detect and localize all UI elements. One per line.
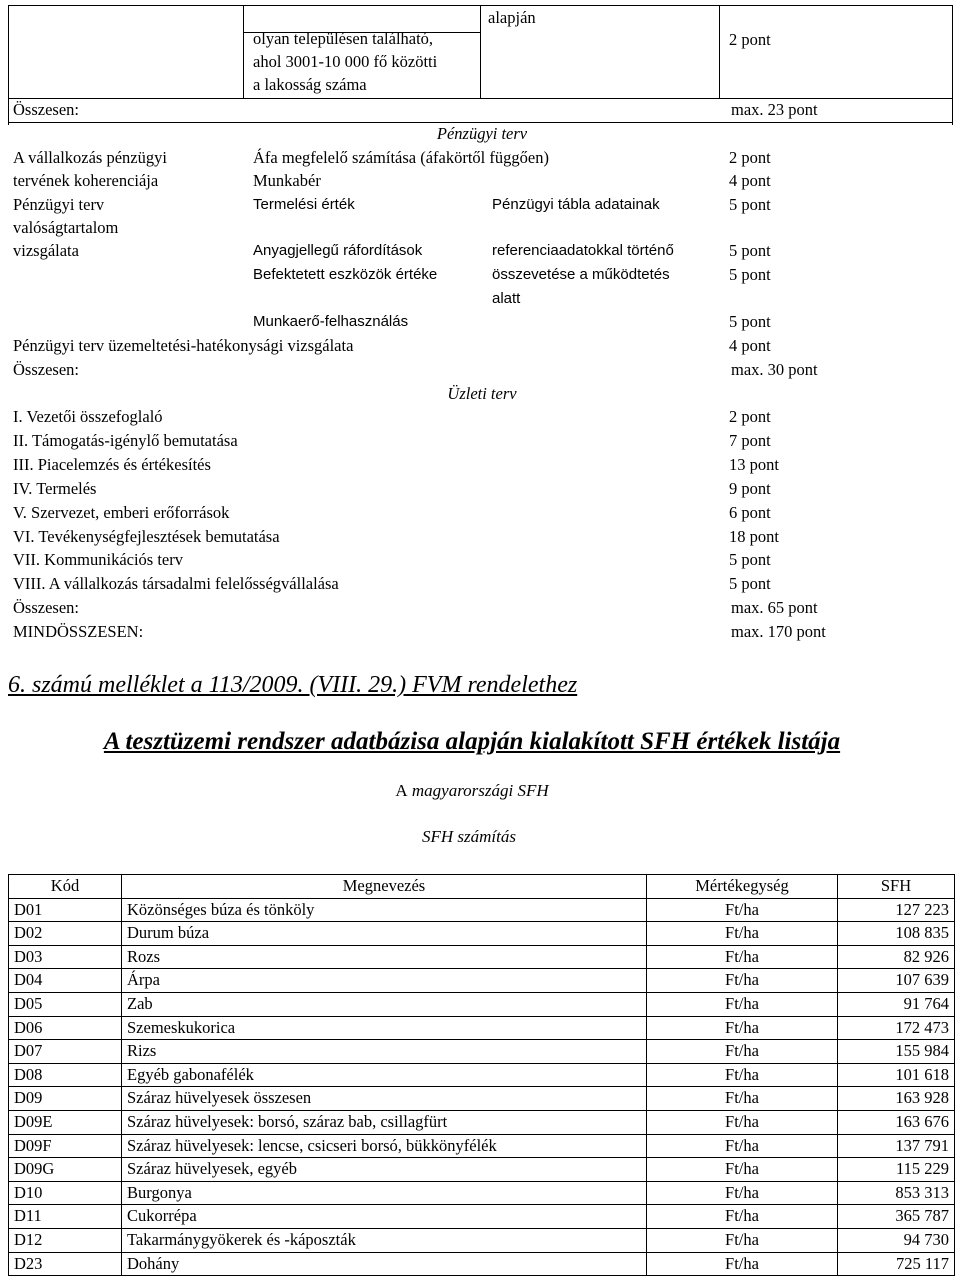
koherencia-label-1: A vállalkozás pénzügyi <box>13 148 167 167</box>
row-mertekegyseg: Ft/ha <box>647 1040 838 1064</box>
mindosszesen-label: MINDÖSSZESEN: <box>13 622 144 641</box>
koherencia-label-2: tervének koherenciája <box>13 171 159 190</box>
row-mertekegyseg: Ft/ha <box>647 898 838 922</box>
uzleti-item-pont: 5 pont <box>729 574 771 593</box>
row-megnevezes: Száraz hüvelyesek: lencse, csicseri borsó, bükkönyfélék <box>122 1134 647 1158</box>
table-row <box>9 1205 955 1229</box>
telepules-line-2: ahol 3001-10 000 fő közötti <box>253 52 438 71</box>
uzleti-item-label: VII. Kommunikációs terv <box>13 550 184 569</box>
row-kod: D10 <box>9 1181 122 1205</box>
uzleti-item-pont: 2 pont <box>729 407 771 426</box>
subtitle-rest: magyarországi SFH <box>407 781 549 800</box>
munkaero-label: Munkaerő-felhasználás <box>253 313 409 330</box>
telepules-line-1: olyan településen található, <box>253 29 434 48</box>
osszesen-label-1: Összesen: <box>13 100 79 119</box>
row-kod: D02 <box>9 922 122 946</box>
main-title: A tesztüzemi rendszer adatbázisa alapján kialakított SFH értékek listája <box>103 728 841 755</box>
table-row <box>9 1040 955 1064</box>
osszesen-label-3: Összesen: <box>13 598 79 617</box>
row-kod: D05 <box>9 992 122 1016</box>
munkaber-pont: 4 pont <box>729 171 771 190</box>
row-sfh: 155 984 <box>838 1040 955 1064</box>
table-row <box>9 1063 955 1087</box>
mindosszesen-value: max. 170 pont <box>731 622 826 641</box>
row-kod: D03 <box>9 945 122 969</box>
row-mertekegyseg: Ft/ha <box>647 1158 838 1182</box>
row-sfh: 137 791 <box>838 1134 955 1158</box>
telepules-pont: 2 pont <box>729 30 771 49</box>
table-row <box>9 1158 955 1182</box>
uzleti-item-label: VI. Tevékenységfejlesztések bemutatása <box>13 527 280 546</box>
row-sfh: 172 473 <box>838 1016 955 1040</box>
table-row <box>9 969 955 993</box>
row-megnevezes: Rozs <box>122 945 647 969</box>
table-row <box>9 922 955 946</box>
row-sfh: 725 117 <box>838 1252 955 1276</box>
munkaber-label: Munkabér <box>253 171 321 190</box>
row-mertekegyseg: Ft/ha <box>647 992 838 1016</box>
header-megnevezes: Megnevezés <box>122 875 647 899</box>
row-kod: D11 <box>9 1205 122 1229</box>
uzleti-item-label: IV. Termelés <box>13 479 97 498</box>
row-megnevezes: Zab <box>122 992 647 1016</box>
subtitle-sfh-szamitas: SFH számítás <box>422 827 516 846</box>
referencia-line-3: összevetése a működtetés <box>492 266 670 283</box>
uzleti-item-label: I. Vezetői összefoglaló <box>13 407 163 426</box>
osszesen-value-1: max. 23 pont <box>731 100 818 119</box>
row-sfh: 107 639 <box>838 969 955 993</box>
row-mertekegyseg: Ft/ha <box>647 1228 838 1252</box>
row-sfh: 115 229 <box>838 1158 955 1182</box>
row-mertekegyseg: Ft/ha <box>647 1134 838 1158</box>
row-mertekegyseg: Ft/ha <box>647 1181 838 1205</box>
table-row <box>9 992 955 1016</box>
header-kod: Kód <box>9 875 122 899</box>
header-sfh: SFH <box>838 875 955 899</box>
row-megnevezes: Burgonya <box>122 1181 647 1205</box>
valosag-label-1: Pénzügyi terv <box>13 195 105 214</box>
uzleti-item-label: VIII. A vállalkozás társadalmi felelősségvállalása <box>13 574 339 593</box>
uzleti-item-pont: 5 pont <box>729 550 771 569</box>
row-mertekegyseg: Ft/ha <box>647 1063 838 1087</box>
osszesen-value-3: max. 65 pont <box>731 598 818 617</box>
row-mertekegyseg: Ft/ha <box>647 1016 838 1040</box>
sfh-header-row <box>9 875 955 899</box>
row-sfh: 127 223 <box>838 898 955 922</box>
table-row <box>9 945 955 969</box>
osszesen-value-2: max. 30 pont <box>731 360 818 379</box>
uzleti-item-pont: 9 pont <box>729 479 771 498</box>
row-megnevezes: Takarmánygyökerek és -káposzták <box>122 1228 647 1252</box>
valosag-label-2: valóságtartalom <box>13 218 119 237</box>
table-row <box>9 1228 955 1252</box>
sfh-table-body <box>9 898 955 1276</box>
uzleti-item-pont: 7 pont <box>729 431 771 450</box>
row-sfh: 853 313 <box>838 1181 955 1205</box>
alapjan-text: alapján <box>488 8 536 27</box>
row-megnevezes: Közönséges búza és tönköly <box>122 898 647 922</box>
anyag-pont: 5 pont <box>729 241 771 260</box>
row-mertekegyseg: Ft/ha <box>647 1110 838 1134</box>
uzemeltetesi-label: Pénzügyi terv üzemeltetési-hatékonysági vizsgálata <box>13 336 354 355</box>
uzleti-item-label: V. Szervezet, emberi erőforrások <box>13 503 230 522</box>
row-mertekegyseg: Ft/ha <box>647 1252 838 1276</box>
row-kod: D07 <box>9 1040 122 1064</box>
uzleti-item-pont: 13 pont <box>729 455 779 474</box>
uzleti-item-pont: 18 pont <box>729 527 779 546</box>
valosag-label-3: vizsgálata <box>13 241 79 260</box>
row-kod: D09E <box>9 1110 122 1134</box>
uzleti-item-label: II. Támogatás-igénylő bemutatása <box>13 431 238 450</box>
termelesi-pont: 5 pont <box>729 195 771 214</box>
table-row <box>9 1087 955 1111</box>
row-kod: D06 <box>9 1016 122 1040</box>
row-megnevezes: Rizs <box>122 1040 647 1064</box>
row-kod: D09 <box>9 1087 122 1111</box>
row-megnevezes: Durum búza <box>122 922 647 946</box>
uzleti-section-title: Üzleti terv <box>447 384 517 403</box>
referencia-line-1: Pénzügyi tábla adatainak <box>492 196 660 213</box>
row-megnevezes: Cukorrépa <box>122 1205 647 1229</box>
telepules-line-3: a lakosság száma <box>253 75 367 94</box>
sfh-table <box>8 874 955 1276</box>
afa-label: Áfa megfelelő számítása (áfakörtől függően) <box>253 148 549 167</box>
row-kod: D08 <box>9 1063 122 1087</box>
table-row <box>9 1110 955 1134</box>
table-row <box>9 1252 955 1276</box>
row-megnevezes: Dohány <box>122 1252 647 1276</box>
header-mertekegyseg: Mértékegység <box>647 875 838 899</box>
row-sfh: 163 928 <box>838 1087 955 1111</box>
uzemeltetesi-pont: 4 pont <box>729 336 771 355</box>
anyag-label: Anyagjellegű ráfordítások <box>253 242 423 259</box>
row-sfh: 163 676 <box>838 1110 955 1134</box>
row-megnevezes: Száraz hüvelyesek, egyéb <box>122 1158 647 1182</box>
table-row <box>9 898 955 922</box>
termelesi-label: Termelési érték <box>253 196 355 213</box>
subtitle-magyarorszagi <box>395 782 548 799</box>
befektetett-pont: 5 pont <box>729 265 771 284</box>
uzleti-item-label: III. Piacelemzés és értékesítés <box>13 455 211 474</box>
row-kod: D04 <box>9 969 122 993</box>
row-megnevezes: Árpa <box>122 969 647 993</box>
row-mertekegyseg: Ft/ha <box>647 922 838 946</box>
row-kod: D01 <box>9 898 122 922</box>
table-row <box>9 1181 955 1205</box>
osszesen-label-2: Összesen: <box>13 360 79 379</box>
row-mertekegyseg: Ft/ha <box>647 1087 838 1111</box>
row-kod: D12 <box>9 1228 122 1252</box>
row-kod: D09G <box>9 1158 122 1182</box>
penzugyi-section-title: Pénzügyi terv <box>436 124 528 143</box>
row-megnevezes: Egyéb gabonafélék <box>122 1063 647 1087</box>
row-sfh: 82 926 <box>838 945 955 969</box>
row-sfh: 91 764 <box>838 992 955 1016</box>
row-mertekegyseg: Ft/ha <box>647 945 838 969</box>
munkaero-pont: 5 pont <box>729 312 771 331</box>
row-mertekegyseg: Ft/ha <box>647 969 838 993</box>
befektetett-label: Befektetett eszközök értéke <box>253 266 438 283</box>
table-row <box>9 1134 955 1158</box>
uzleti-item-pont: 6 pont <box>729 503 771 522</box>
referencia-line-4: alatt <box>492 290 521 307</box>
row-kod: D09F <box>9 1134 122 1158</box>
row-sfh: 101 618 <box>838 1063 955 1087</box>
melleklet-title: 6. számú melléklet a 113/2009. (VIII. 29.) FVM rendelethez <box>8 672 578 698</box>
row-sfh: 365 787 <box>838 1205 955 1229</box>
table-row <box>9 1016 955 1040</box>
afa-pont: 2 pont <box>729 148 771 167</box>
row-megnevezes: Száraz hüvelyesek: borsó, száraz bab, csillagfürt <box>122 1110 647 1134</box>
subtitle-prefix: A <box>395 781 408 800</box>
row-sfh: 108 835 <box>838 922 955 946</box>
row-megnevezes: Száraz hüvelyesek összesen <box>122 1087 647 1111</box>
row-mertekegyseg: Ft/ha <box>647 1205 838 1229</box>
referencia-line-2: referenciaadatokkal történő <box>492 242 674 259</box>
row-sfh: 94 730 <box>838 1228 955 1252</box>
row-kod: D23 <box>9 1252 122 1276</box>
row-megnevezes: Szemeskukorica <box>122 1016 647 1040</box>
